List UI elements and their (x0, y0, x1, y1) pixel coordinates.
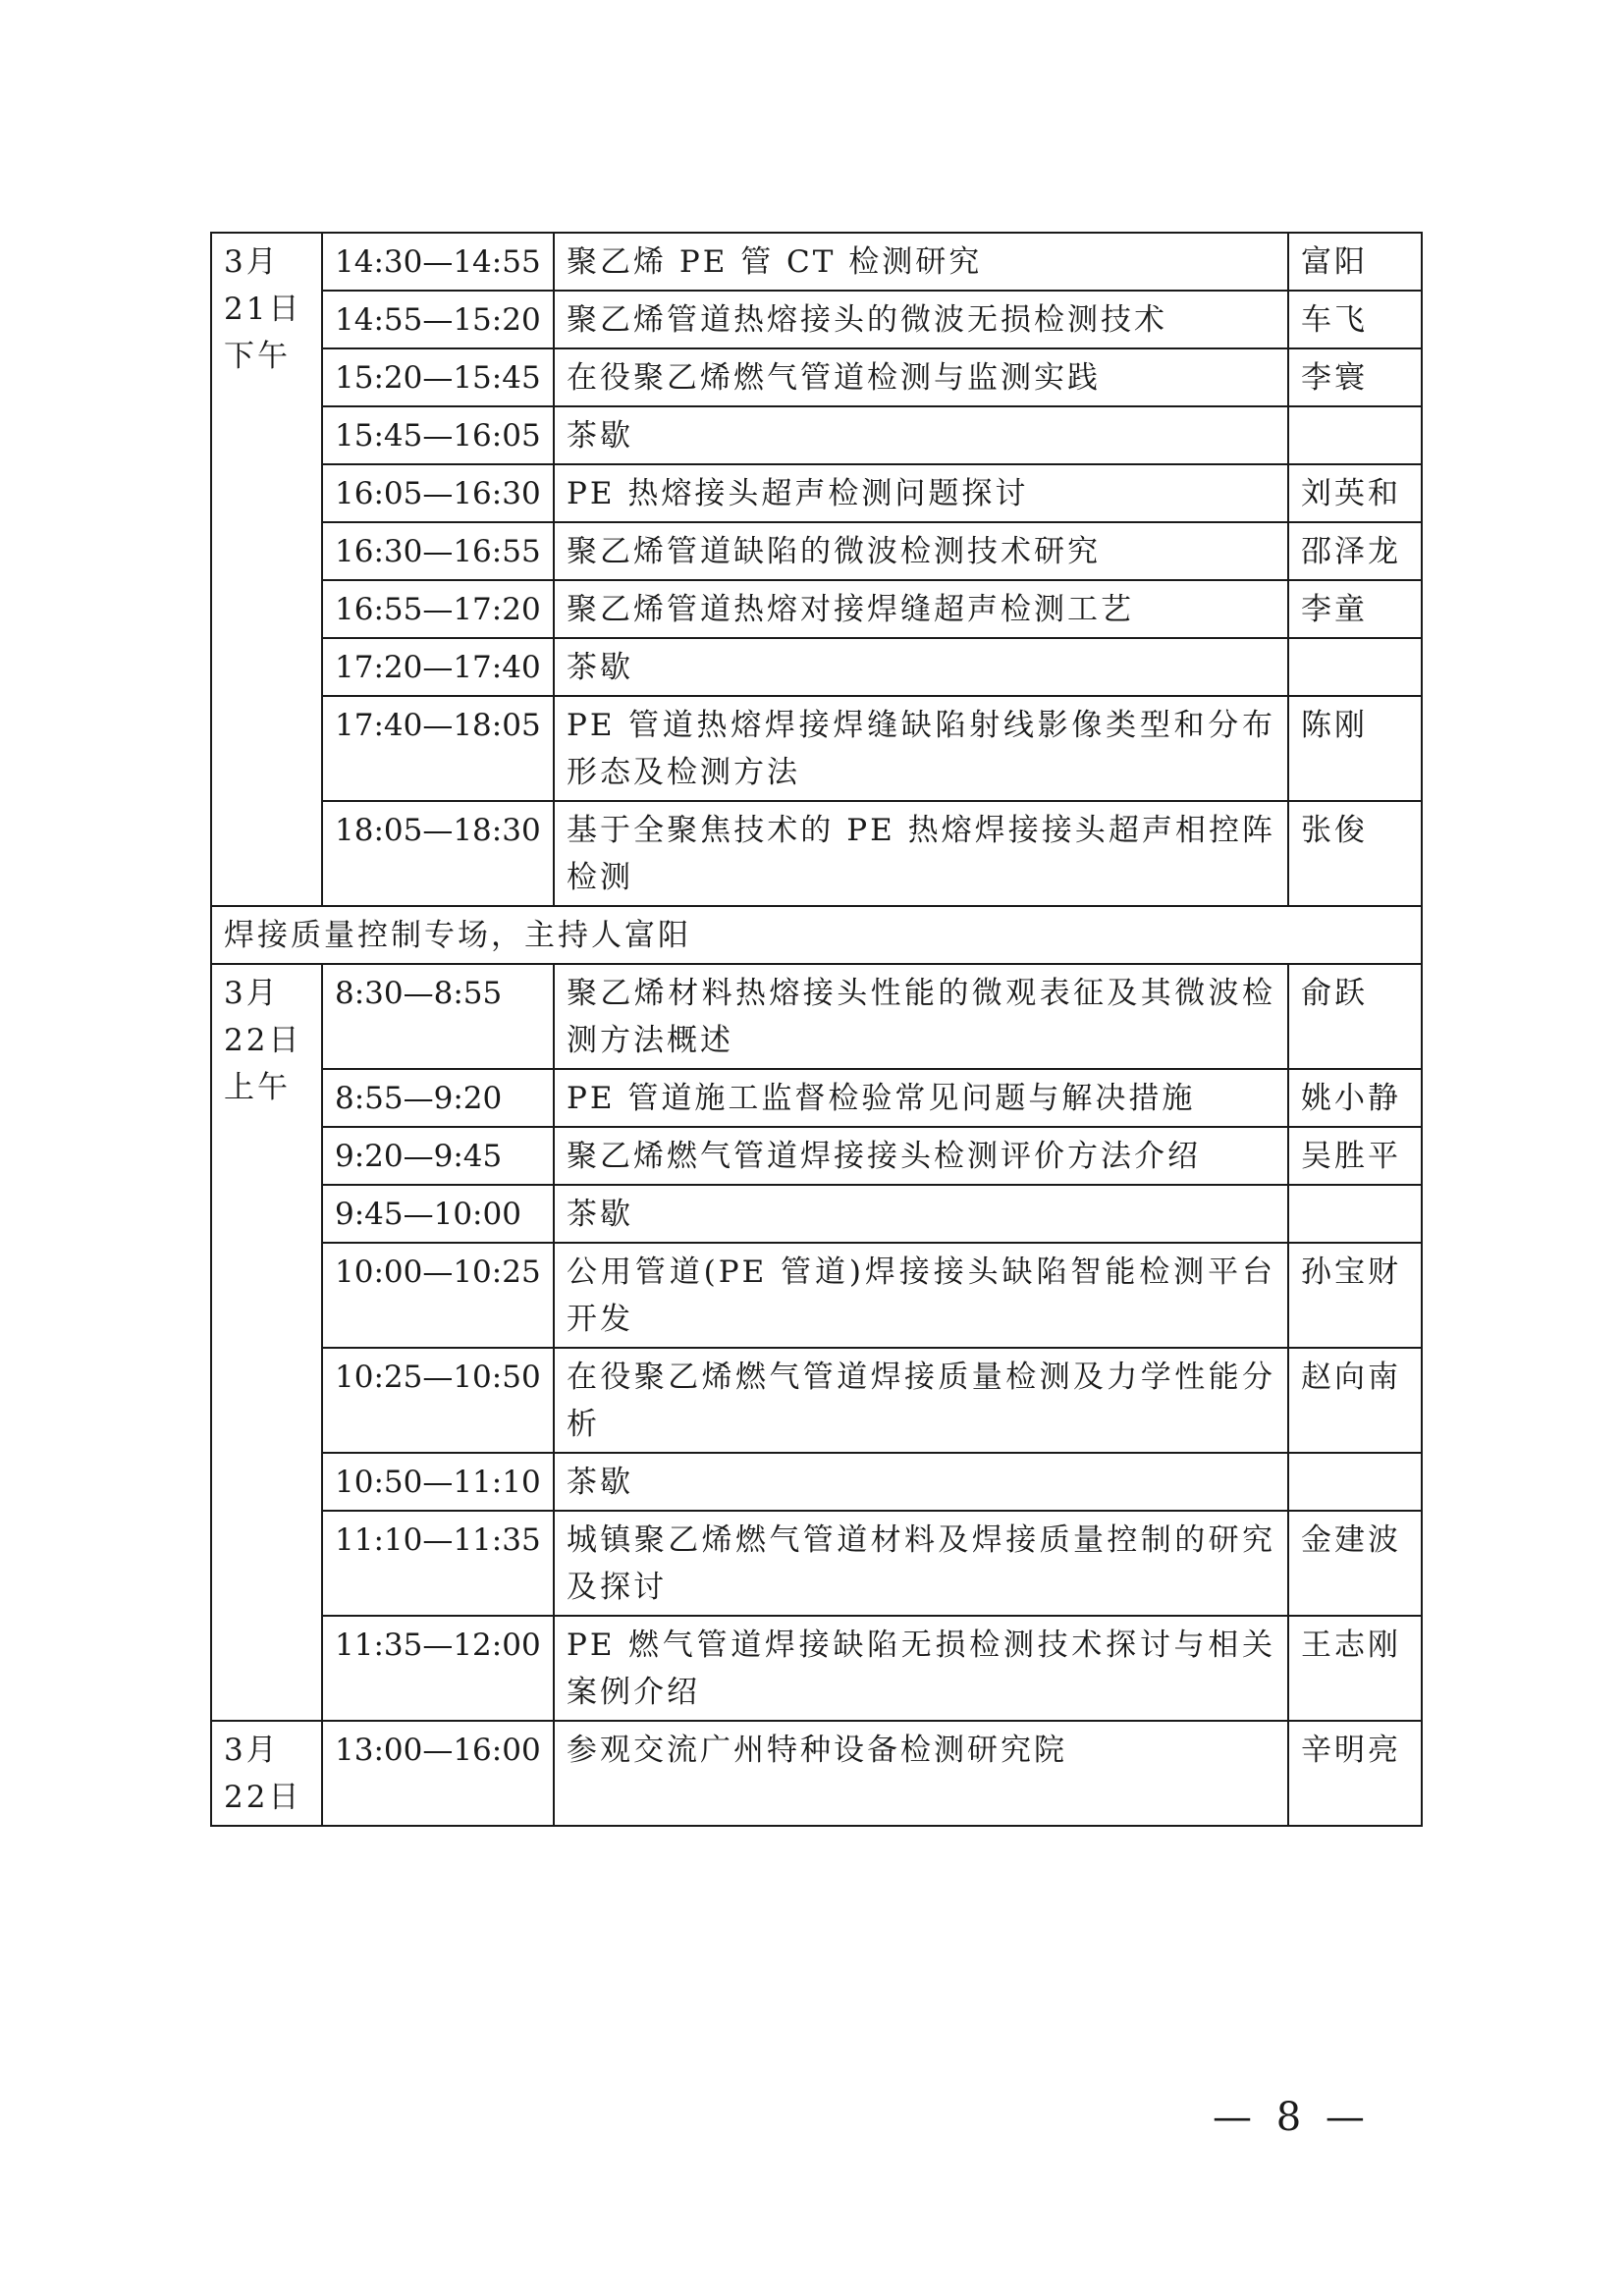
table-row (211, 1721, 1422, 1826)
table-row (211, 1511, 1422, 1616)
table-row (211, 1453, 1422, 1511)
table-row (211, 638, 1422, 696)
table-row (211, 1243, 1422, 1348)
table-row (211, 801, 1422, 906)
time-cell: 11:10—11:35 (322, 1511, 554, 1616)
table-row (211, 1185, 1422, 1243)
speaker-cell (1288, 1453, 1422, 1511)
speaker-cell: 李童 (1288, 580, 1422, 638)
speaker-cell: 辛明亮 (1288, 1721, 1422, 1826)
table-row (211, 964, 1422, 1069)
table-row (211, 696, 1422, 801)
section-title: 焊接质量控制专场，主持人富阳 (211, 906, 1422, 964)
table-row (211, 291, 1422, 348)
speaker-cell (1288, 1185, 1422, 1243)
table-row (211, 1616, 1422, 1721)
time-cell: 9:45—10:00 (322, 1185, 554, 1243)
time-cell: 16:30—16:55 (322, 522, 554, 580)
time-cell: 16:55—17:20 (322, 580, 554, 638)
table-row (211, 522, 1422, 580)
speaker-cell: 刘英和 (1288, 464, 1422, 522)
topic-cell: PE 燃气管道焊接缺陷无损检测技术探讨与相关案例介绍 (554, 1616, 1288, 1721)
page-number: — 8 — (1213, 2095, 1371, 2140)
day-cell-22-afternoon: 3月 22日 (211, 1721, 322, 1826)
table-row (211, 406, 1422, 464)
speaker-cell: 邵泽龙 (1288, 522, 1422, 580)
speaker-cell: 赵向南 (1288, 1348, 1422, 1453)
speaker-cell: 吴胜平 (1288, 1127, 1422, 1185)
topic-cell: 参观交流广州特种设备检测研究院 (554, 1721, 1288, 1826)
time-cell: 15:20—15:45 (322, 348, 554, 406)
time-cell: 14:55—15:20 (322, 291, 554, 348)
speaker-cell: 金建波 (1288, 1511, 1422, 1616)
time-cell: 17:20—17:40 (322, 638, 554, 696)
topic-cell: PE 管道热熔焊接焊缝缺陷射线影像类型和分布形态及检测方法 (554, 696, 1288, 801)
topic-cell: 聚乙烯 PE 管 CT 检测研究 (554, 233, 1288, 291)
topic-cell: 茶歇 (554, 1185, 1288, 1243)
day-cell-22-morning: 3月 22日 上午 (211, 964, 322, 1721)
topic-cell: 公用管道(PE 管道)焊接接头缺陷智能检测平台开发 (554, 1243, 1288, 1348)
day-cell-21-afternoon: 3月 21日 下午 (211, 233, 322, 906)
topic-cell: 茶歇 (554, 1453, 1288, 1511)
time-cell: 14:30—14:55 (322, 233, 554, 291)
time-cell: 8:55—9:20 (322, 1069, 554, 1127)
topic-cell: PE 热熔接头超声检测问题探讨 (554, 464, 1288, 522)
speaker-cell: 车飞 (1288, 291, 1422, 348)
speaker-cell: 孙宝财 (1288, 1243, 1422, 1348)
time-cell: 15:45—16:05 (322, 406, 554, 464)
time-cell: 17:40—18:05 (322, 696, 554, 801)
time-cell: 8:30—8:55 (322, 964, 554, 1069)
speaker-cell: 李寰 (1288, 348, 1422, 406)
topic-cell: 城镇聚乙烯燃气管道材料及焊接质量控制的研究及探讨 (554, 1511, 1288, 1616)
topic-cell: 聚乙烯管道热熔接头的微波无损检测技术 (554, 291, 1288, 348)
speaker-cell: 王志刚 (1288, 1616, 1422, 1721)
speaker-cell: 张俊 (1288, 801, 1422, 906)
table-row (211, 1348, 1422, 1453)
time-cell: 9:20—9:45 (322, 1127, 554, 1185)
topic-cell: 基于全聚焦技术的 PE 热熔焊接接头超声相控阵检测 (554, 801, 1288, 906)
table-row (211, 348, 1422, 406)
table-row (211, 580, 1422, 638)
speaker-cell: 姚小静 (1288, 1069, 1422, 1127)
speaker-cell: 俞跃 (1288, 964, 1422, 1069)
speaker-cell (1288, 638, 1422, 696)
schedule-table (210, 232, 1423, 1827)
topic-cell: 聚乙烯燃气管道焊接接头检测评价方法介绍 (554, 1127, 1288, 1185)
table-row (211, 1069, 1422, 1127)
speaker-cell: 富阳 (1288, 233, 1422, 291)
time-cell: 18:05—18:30 (322, 801, 554, 906)
topic-cell: PE 管道施工监督检验常见问题与解决措施 (554, 1069, 1288, 1127)
speaker-cell (1288, 406, 1422, 464)
topic-cell: 茶歇 (554, 406, 1288, 464)
topic-cell: 聚乙烯管道热熔对接焊缝超声检测工艺 (554, 580, 1288, 638)
topic-cell: 茶歇 (554, 638, 1288, 696)
time-cell: 13:00—16:00 (322, 1721, 554, 1826)
table-row (211, 464, 1422, 522)
time-cell: 10:00—10:25 (322, 1243, 554, 1348)
section-row (211, 906, 1422, 964)
topic-cell: 在役聚乙烯燃气管道焊接质量检测及力学性能分析 (554, 1348, 1288, 1453)
table-row (211, 233, 1422, 291)
table-row (211, 1127, 1422, 1185)
topic-cell: 聚乙烯材料热熔接头性能的微观表征及其微波检测方法概述 (554, 964, 1288, 1069)
topic-cell: 在役聚乙烯燃气管道检测与监测实践 (554, 348, 1288, 406)
time-cell: 10:25—10:50 (322, 1348, 554, 1453)
topic-cell: 聚乙烯管道缺陷的微波检测技术研究 (554, 522, 1288, 580)
time-cell: 16:05—16:30 (322, 464, 554, 522)
time-cell: 11:35—12:00 (322, 1616, 554, 1721)
speaker-cell: 陈刚 (1288, 696, 1422, 801)
time-cell: 10:50—11:10 (322, 1453, 554, 1511)
